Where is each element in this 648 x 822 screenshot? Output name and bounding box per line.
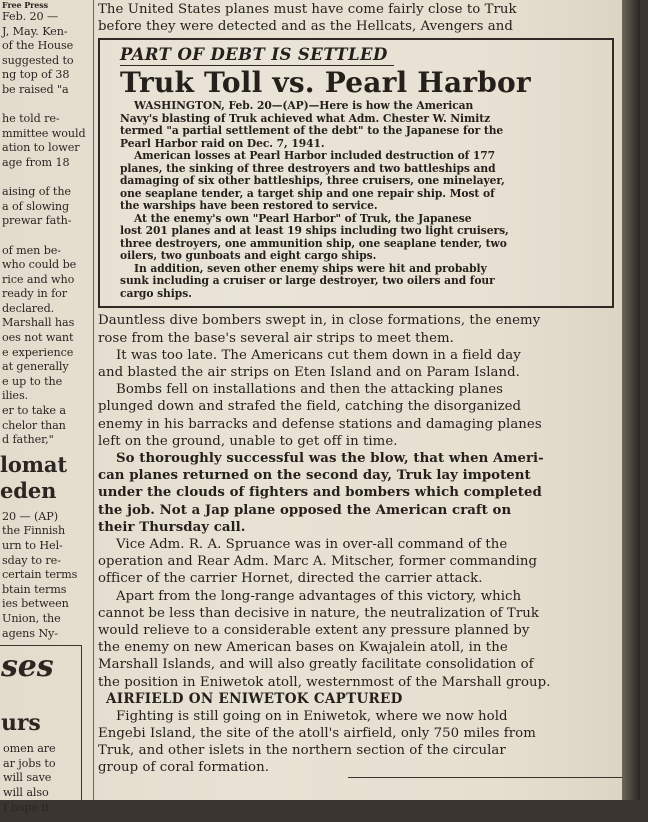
left-box-headline-1: ses — [1, 649, 54, 685]
left-headline-1: lomat — [0, 451, 68, 477]
article-line: Dauntless dive bombers swept in, in close formations, the enemy — [98, 313, 541, 329]
left-text-line: ilies. — [2, 389, 29, 403]
inset-headline: Truk Toll vs. Pearl Harbor — [120, 66, 531, 100]
inset-line: lost 201 planes and at least 19 ships including two light cruisers, — [120, 224, 509, 238]
left-text-line: 20 — (AP) — [2, 509, 58, 523]
inset-line: one seaplane tender, a target ship and one repair ship. Most of — [120, 186, 495, 200]
article-line: Apart from the long-range advantages of this victory, which — [116, 588, 522, 604]
left-text-line: Union, the — [2, 611, 61, 625]
left-text-line: ready in for — [2, 287, 68, 301]
left-text-line: declared. — [2, 301, 55, 315]
left-text-line: aising of the — [2, 185, 71, 199]
left-headline-2: eden — [0, 477, 57, 503]
left-box-text — [1, 742, 81, 815]
left-text-line — [0, 171, 90, 186]
article-line: the position in Eniwetok atoll, westernmost of the Marshall group. — [98, 674, 551, 690]
left-text-line: Marshall has — [2, 316, 75, 330]
left-text-line: suggested to — [2, 53, 74, 67]
left-text-line: I hope it — [3, 800, 50, 814]
left-text-line — [0, 229, 90, 244]
inset-line: oilers, two gunboats and eight cargo ships. — [120, 249, 377, 263]
article-line: Fighting is still going on in Eniwetok, where we now hold — [116, 708, 508, 724]
left-text-line: J, May. Ken- — [2, 24, 68, 38]
article-line: their Thursday call. — [98, 519, 246, 535]
article-line: before they were detected and as the Hellcats, Avengers and — [98, 19, 513, 35]
inset-line: cargo ships. — [120, 286, 192, 300]
inset-line: American losses at Pearl Harbor included destruction of 177 — [134, 149, 496, 163]
left-text-line: ies between — [2, 597, 69, 611]
left-text-line: omen are — [3, 742, 56, 756]
inset-line: In addition, seven other enemy ships were hit and probably — [134, 261, 487, 275]
article-line: can planes returned on the second day, Truk lay impotent — [98, 468, 531, 484]
article-intro — [98, 1, 614, 35]
left-text-line: er to take a — [2, 404, 66, 418]
left-text-line: oes not want — [2, 331, 74, 345]
article-line: the enemy on new American bases on Kwajalein atoll, in the — [98, 640, 508, 656]
left-boxed-ad — [0, 645, 82, 822]
article-line: and blasted the air strips on Eten Island and on Param Island. — [98, 365, 520, 381]
left-text-line: be raised "a — [2, 82, 69, 96]
left-text-line: at generally — [2, 360, 69, 374]
left-text-line: the Finnish — [2, 524, 66, 538]
left-text-line: ation to lower — [2, 141, 80, 155]
inset-line: planes, the sinking of three destroyers and two battleships and — [120, 161, 496, 175]
article-line: So thoroughly successful was the blow, that when Ameri- — [116, 451, 544, 467]
bottom-rule — [348, 777, 648, 779]
inset-line: the warships have been restored to service. — [120, 199, 378, 213]
left-text-line: will save — [3, 771, 52, 785]
article-line: group of coral formation. — [98, 760, 270, 776]
left-text-line — [0, 98, 90, 113]
left-text-line: he told re- — [2, 112, 60, 126]
left-text-line: agens Ny- — [2, 626, 58, 640]
left-text-line: age from 18 — [2, 155, 70, 169]
article-body-continued — [98, 708, 614, 777]
left-text-line: of the House — [2, 39, 74, 53]
article-line: left on the ground, unable to get off in time. — [98, 433, 398, 449]
article-line: rose from the base's several air strips to meet them. — [98, 330, 454, 346]
left-text-line: e up to the — [2, 374, 63, 388]
left-text-line: ar jobs to — [3, 756, 56, 770]
article-line: would relieve to a considerable extent any pressure planned by — [98, 623, 530, 639]
inset-kicker: PART OF DEBT IS SETTLED — [120, 45, 394, 66]
article-line: It was too late. The Americans cut them down in a field day — [116, 347, 521, 363]
left-text-line: d father," — [2, 433, 54, 447]
article-line: The United States planes must have come fairly close to Truk — [98, 2, 517, 17]
inset-line: Pearl Harbor raid on Dec. 7, 1941. — [120, 136, 325, 150]
left-column-mid-text — [0, 510, 90, 641]
left-column-top-text — [0, 0, 90, 448]
article-line: under the clouds of fighters and bombers which completed — [98, 485, 542, 501]
article-line: Engebi Island, the site of the atoll's airfield, only 750 miles from — [98, 726, 536, 742]
left-text-line: urn to Hel- — [2, 539, 63, 552]
article-line: officer of the carrier Hornet, directed the carrier attack. — [98, 571, 483, 587]
page-shadow — [622, 0, 640, 800]
inset-line: sunk including a cruiser or large destroyer, two oilers and four — [120, 274, 495, 288]
article-body — [98, 312, 614, 690]
left-text-line: who could be — [2, 258, 77, 272]
left-text-line: prewar fath- — [2, 214, 72, 228]
left-text-line: certain terms — [2, 568, 78, 582]
left-text-line: will also — [3, 785, 49, 799]
left-text-line: e experience — [2, 345, 74, 359]
article-subhead: AIRFIELD ON ENIWETOK CAPTURED — [106, 690, 403, 707]
left-text-line: a of slowing — [2, 199, 70, 213]
article-line: the job. Not a Jap plane opposed the American craft on — [98, 502, 512, 518]
article-line: Bombs fell on installations and then the attacking planes — [116, 382, 504, 398]
column-rule — [93, 0, 94, 800]
inset-line: three destroyers, one ammunition ship, one seaplane tender, two — [120, 236, 507, 250]
left-text-line: Feb. 20 — — [2, 10, 59, 23]
left-text-line: btain terms — [2, 582, 67, 596]
left-text-line: of men be- — [2, 243, 61, 257]
left-text-line: Free Press — [2, 0, 49, 10]
left-box-headline-2: urs — [1, 710, 41, 737]
article-line: enemy in his barracks and defense stations and damaging planes — [98, 416, 542, 432]
article-line: Marshall Islands, and will also greatly facilitate consolidation of — [98, 657, 534, 673]
left-text-line: ng top of 38 — [2, 68, 70, 82]
left-text-line: mmittee would — [2, 126, 86, 140]
inset-body — [120, 100, 606, 300]
left-column — [0, 0, 90, 814]
inset-line: WASHINGTON, Feb. 20—(AP)—Here is how the American — [134, 99, 474, 113]
article-line: Truk, and other islets in the northern section of the circular — [98, 743, 506, 759]
inset-line: At the enemy's own "Pearl Harbor" of Truk, the Japanese — [134, 211, 472, 225]
inset-line: Navy's blasting of Truk achieved what Adm. Chester W. Nimitz — [120, 111, 491, 125]
inset-line: termed "a partial settlement of the debt" to the Japanese for the — [120, 124, 504, 138]
article-line: operation and Rear Adm. Marc A. Mitscher, former commanding — [98, 554, 538, 570]
inset-box — [98, 38, 614, 308]
article-line: plunged down and strafed the field, catching the disorganized — [98, 399, 522, 415]
inset-line: damaging of six other battleships, three cruisers, one minelayer, — [120, 174, 505, 188]
article-line: cannot be less than decisive in nature, the neutralization of Truk — [98, 605, 539, 621]
left-text-line: rice and who — [2, 272, 75, 286]
main-article — [98, 0, 614, 800]
left-text-line: sday to re- — [2, 553, 61, 567]
left-text-line: chelor than — [2, 418, 66, 432]
article-line: Vice Adm. R. A. Spruance was in over-all command of the — [116, 537, 508, 553]
